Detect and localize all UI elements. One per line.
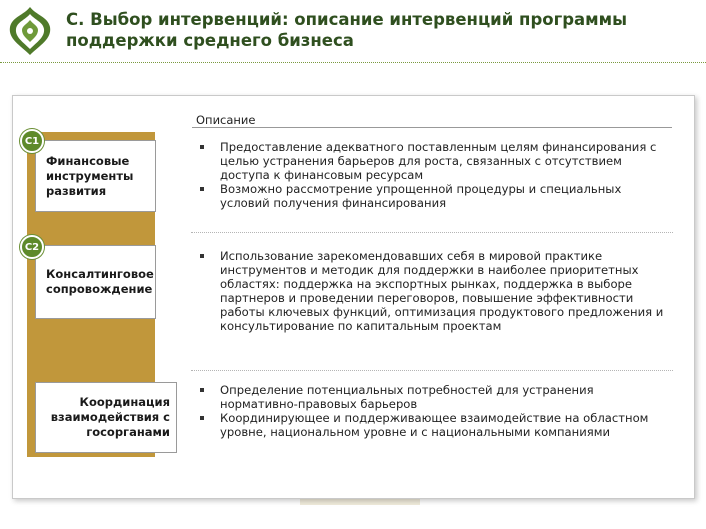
description-text: Предоставление адекватного поставленным целям финансирования с целью устранения барьеров для роста, связанных с отсутствием доступа к финансовым ресурсам: [220, 140, 657, 182]
page-title: [66, 9, 686, 51]
bullet-icon: [200, 416, 204, 420]
page-title-line-2: поддержки среднего бизнеса: [66, 31, 354, 50]
description-bullet: [196, 140, 674, 182]
category-card-consulting: [35, 245, 156, 319]
bullet-icon: [200, 145, 204, 149]
description-column-header: [192, 113, 672, 128]
description-text: Определение потенциальных потребностей для устранения нормативно-правовых барьеров: [220, 383, 594, 411]
category-badge-c2: C2: [20, 235, 44, 259]
description-list: [196, 249, 674, 333]
description-bullet: [196, 182, 674, 210]
category-label: Финансовые инструменты развития: [46, 153, 134, 198]
category-badge-c1: C1: [20, 129, 44, 153]
description-bullet: [196, 411, 674, 439]
logo-icon: [6, 5, 54, 57]
description-bullet: [196, 383, 674, 411]
description-list: [196, 383, 674, 439]
row-divider: [191, 232, 673, 233]
bullet-icon: [200, 187, 204, 191]
description-bullet: [196, 249, 674, 333]
description-text: Использование зарекомендовавших себя в мировой практике инструментов и методик для поддержки в наиболее приоритетных областях: поддержка на экспортных рынках, поддержка в выборе партнеров и проведении переговоров, повышение эффективности работы ключевых функций, оптимизация продуктового предложения и консультирование по капитальным проектам: [220, 249, 664, 333]
bullet-icon: [200, 254, 204, 258]
row-divider: [191, 370, 673, 371]
title-divider: [0, 62, 706, 63]
page-title-line-1: C. Выбор интервенций: описание интервенций программы: [66, 10, 628, 29]
bullet-icon: [200, 388, 204, 392]
category-card-coordination: [35, 382, 177, 453]
category-card-financial: [35, 140, 156, 212]
category-label: Координация взаимодействия с госорганами: [50, 395, 170, 439]
description-text: Координирующее и поддерживающее взаимодействие на областном уровне, национальном уровне и с национальными компаниями: [220, 411, 649, 439]
description-text: Возможно рассмотрение упрощенной процедуры и специальных условий получения финансирования: [220, 182, 622, 210]
category-label: Консалтинговое сопровождение: [46, 267, 154, 296]
description-list: [196, 140, 674, 210]
description-column-header-label: Описание: [196, 113, 256, 127]
